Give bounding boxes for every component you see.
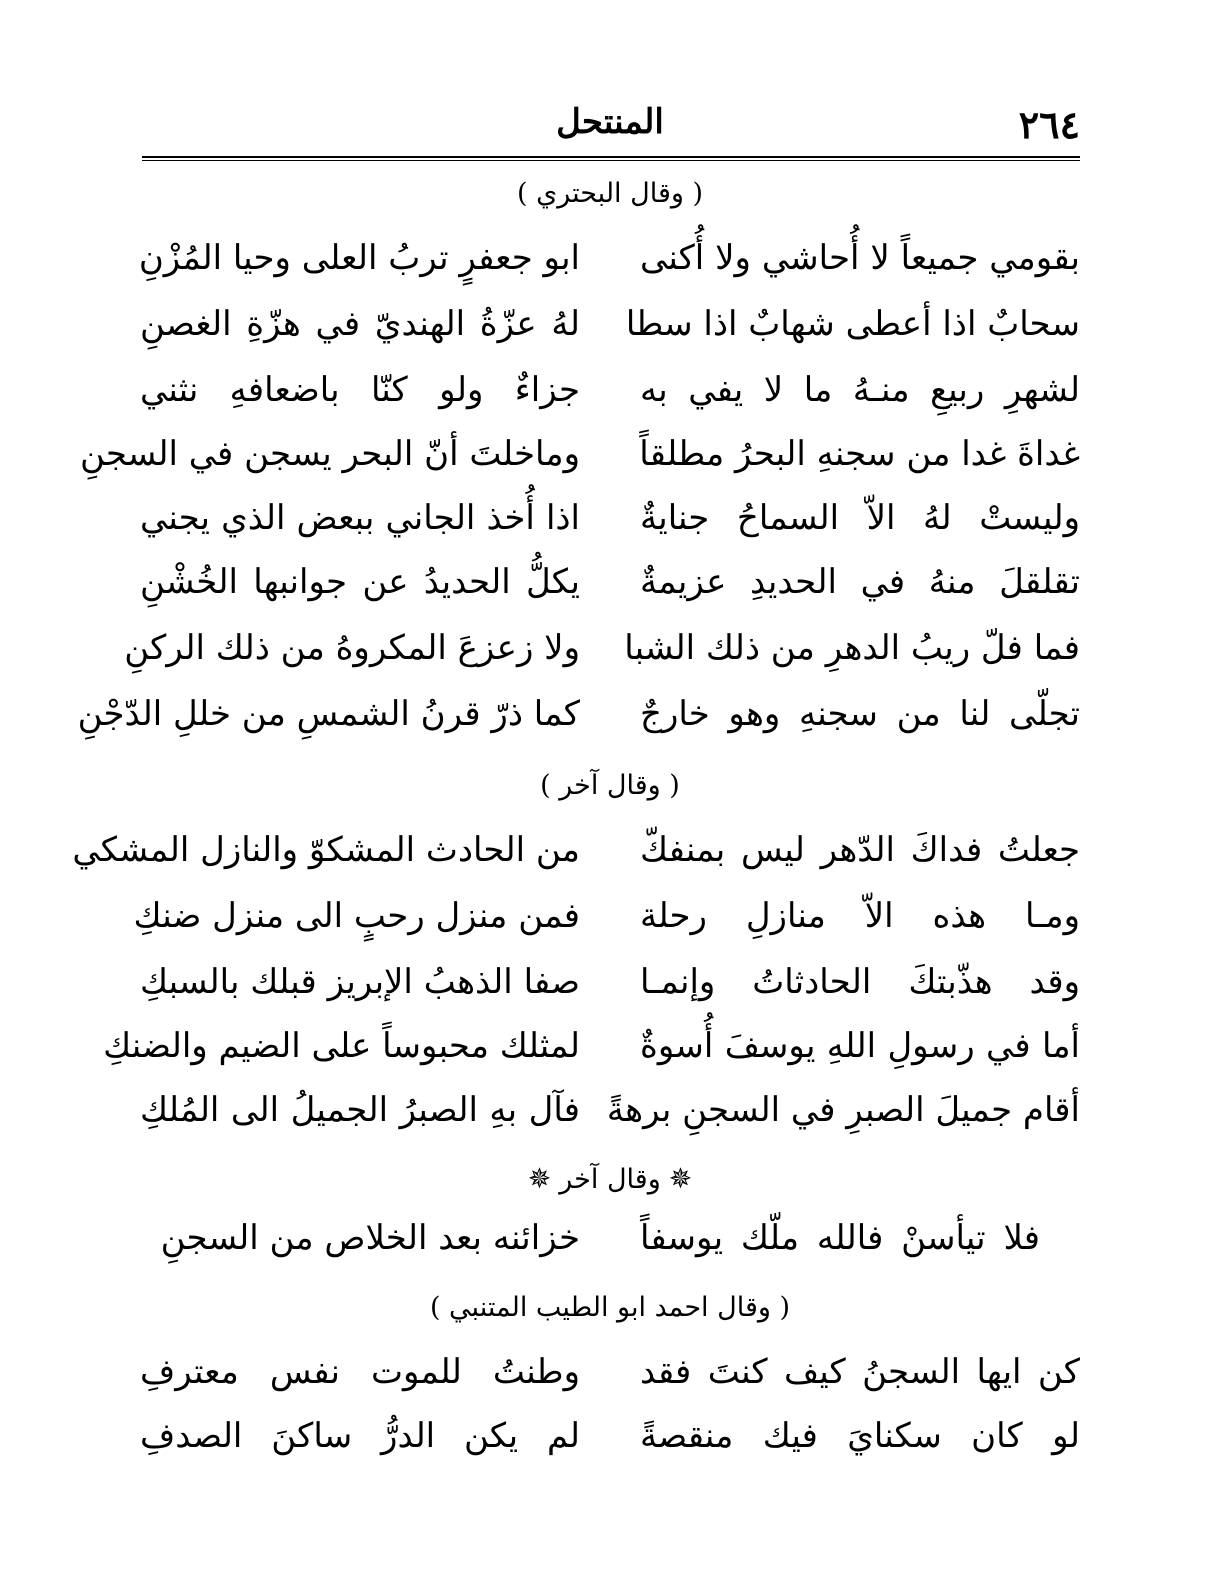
verse-line: [140, 962, 1080, 1022]
first-hemistich: وليستْ لهُ الاّ السماحُ جنايةٌ: [640, 498, 1080, 538]
second-hemistich: لمثلك محبوساً على الضيم والضنكِ: [103, 1026, 580, 1066]
verse-line: [140, 1090, 1080, 1150]
header-rule-thin: [142, 160, 1080, 161]
second-hemistich: فآل بهِ الصبرُ الجميلُ الى المُلكِ: [140, 1090, 580, 1130]
verse-line: [140, 370, 1080, 430]
first-hemistich: لشهرِ ربيعِ منـهُ ما لا يفي به: [640, 370, 1080, 410]
section-heading: ( وقال آخر ): [540, 770, 680, 801]
second-hemistich: ابو جعفرٍ تربُ العلى وحيا المُزْنِ: [138, 238, 580, 278]
second-hemistich: جزاءٌ ولو كنّا باضعافهِ نثني: [140, 370, 580, 410]
first-hemistich: وقد هذّبتكَ الحادثاتُ وإنمـا: [640, 962, 1080, 1002]
second-hemistich: كما ذرّ قرنُ الشمسِ من خللِ الدّجْنِ: [77, 694, 580, 734]
verse-line: [140, 562, 1080, 622]
second-hemistich: وماخلتَ أنّ البحر يسجن في السجنِ: [79, 434, 580, 474]
first-hemistich: غداةَ غدا من سجنهِ البحرُ مطلقاً: [639, 434, 1080, 474]
verse-line: [140, 1352, 1080, 1412]
section-heading: ( وقال البحتري ): [516, 178, 704, 209]
first-hemistich: جعلتُ فداكَ الدّهر ليس بمنفكّ: [640, 830, 1080, 870]
first-hemistich: تجلّى لنا من سجنهِ وهو خارجٌ: [640, 694, 1080, 734]
ornament-star-icon: ✵: [527, 1162, 552, 1195]
first-hemistich: فلا تيأسنْ فالله ملّك يوسفاً: [640, 1218, 1040, 1258]
first-hemistich: سحابٌ اذا أعطى شهابٌ اذا سطا: [625, 304, 1080, 344]
verse-line: [72, 830, 1080, 890]
header-rule: [142, 156, 1080, 158]
page-header: [140, 102, 1080, 152]
verse-line: [140, 1416, 1080, 1476]
second-hemistich: فمن منزل رحبٍ الى منزل ضنكِ: [133, 896, 580, 936]
ornament-star-icon: ✵: [668, 1162, 693, 1195]
first-hemistich: فما فلّ ريبُ الدهرِ من ذلك الشبا: [624, 628, 1080, 668]
first-hemistich: أقام جميلَ الصبرِ في السجنِ برهةً: [606, 1090, 1080, 1130]
second-hemistich: اذا أُخذ الجاني ببعض الذي يجني: [140, 498, 580, 538]
first-hemistich: ومـا هذه الاّ منازلِ رحلة: [640, 896, 1080, 936]
first-hemistich: لو كان سكنايَ فيك منقصةً: [640, 1416, 1080, 1456]
running-title: المنتحل: [556, 102, 664, 142]
second-hemistich: وطنتُ للموت نفس معترفِ: [140, 1352, 580, 1392]
verse-line: [140, 498, 1080, 558]
section-heading-text: وقال آخر: [559, 1164, 661, 1195]
first-hemistich: بقومي جميعاً لا أُحاشي ولا أُكنى: [640, 238, 1080, 278]
second-hemistich: يكلُّ الحديدُ عن جوانبها الخُشْنِ: [140, 562, 580, 602]
first-hemistich: تقلقلَ منهُ في الحديدِ عزيمةٌ: [640, 562, 1080, 602]
second-hemistich: خزائنه بعد الخلاص من السجنِ: [160, 1218, 580, 1258]
second-hemistich: من الحادث المشكوّ والنازل المشكي: [72, 830, 580, 870]
verse-line: [79, 434, 1080, 494]
section-heading: ( وقال احمد ابو الطيب المتنبي ): [429, 1292, 791, 1323]
verse-line: [160, 1218, 1040, 1278]
section-heading-ornamented: [140, 1162, 1080, 1195]
page-number: ٢٦٤: [1018, 102, 1080, 147]
verse-line: [103, 1026, 1080, 1086]
second-hemistich: لم يكن الدرُّ ساكنَ الصدفِ: [140, 1416, 580, 1456]
first-hemistich: أما في رسولِ اللهِ يوسفَ أُسوةٌ: [640, 1026, 1080, 1066]
second-hemistich: صفا الذهبُ الإبريز قبلك بالسبكِ: [140, 962, 580, 1002]
first-hemistich: كن ايها السجنُ كيف كنتَ فقد: [640, 1352, 1080, 1392]
second-hemistich: لهُ عزّةُ الهنديّ في هزّةِ الغصنِ: [140, 304, 580, 344]
verse-line: [77, 694, 1080, 754]
verse-line: [140, 304, 1080, 364]
verse-line: [133, 896, 1080, 956]
verse-line: [140, 238, 1080, 298]
second-hemistich: ولا زعزعَ المكروهُ من ذلك الركنِ: [124, 628, 580, 668]
verse-line: [124, 628, 1080, 688]
